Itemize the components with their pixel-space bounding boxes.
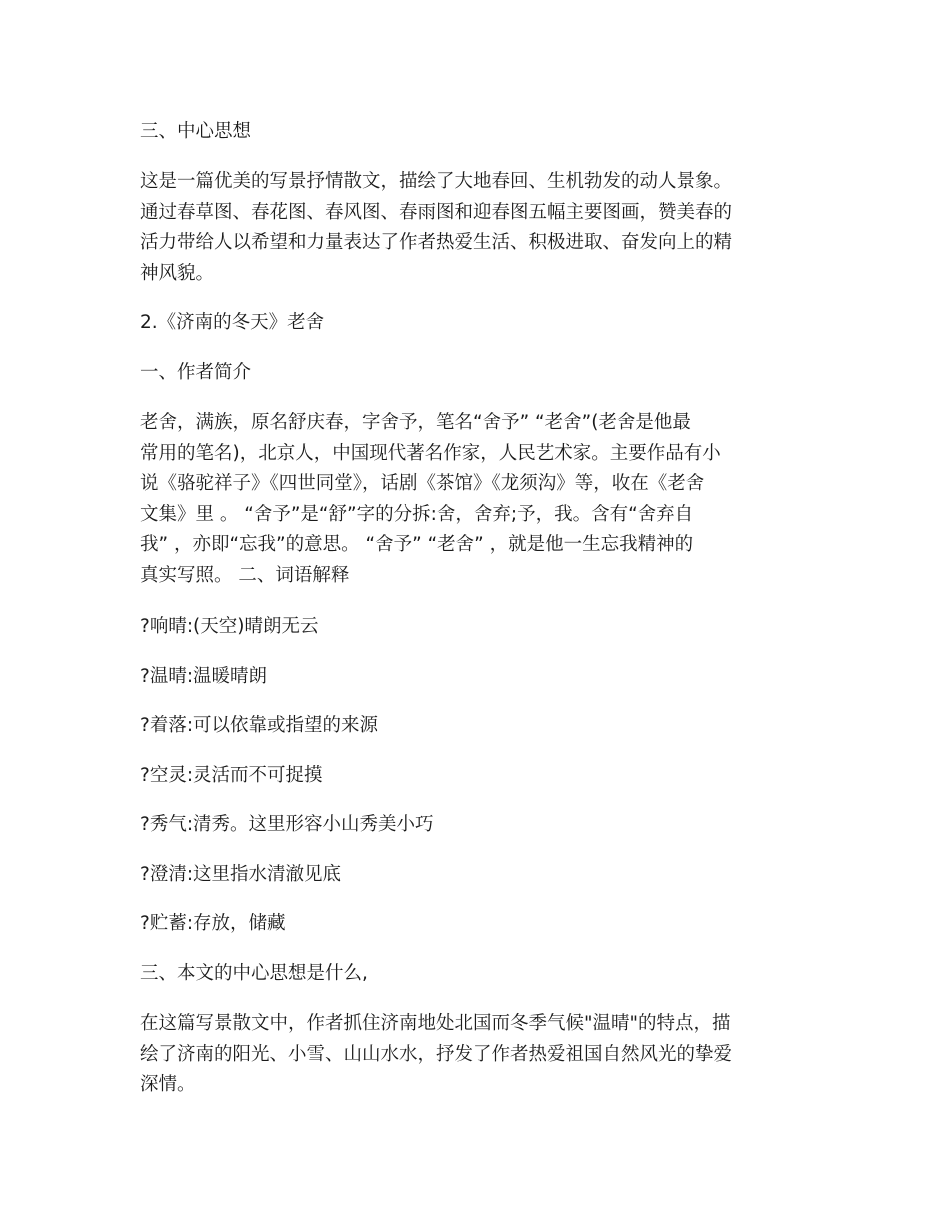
- paragraph-line: 在这篇写景散文中，作者抓住济南地处北国而冬季气候"温晴"的特点，描: [140, 1013, 731, 1034]
- section-heading-center-idea: 三、中心思想: [140, 121, 252, 142]
- paragraph-line: 深情。: [140, 1074, 196, 1095]
- section-heading-central-idea-question: 三、本文的中心思想是什么,: [140, 963, 368, 984]
- paragraph-line: 老舍，满族，原名舒庆春，字舍予，笔名“舍予” “老舍”(老舍是他最: [140, 412, 691, 433]
- vocab-item: ?响晴:(天空)晴朗无云: [140, 616, 319, 637]
- vocab-item: ?澄清:这里指水清澈见底: [140, 864, 342, 885]
- vocab-item: ?温晴:温暖晴朗: [140, 666, 268, 687]
- article-title: 2.《济南的冬天》老舍: [140, 312, 325, 333]
- paragraph-line: 常用的笔名)，北京人，中国现代著名作家，人民艺术家。主要作品有小: [140, 442, 721, 464]
- paragraph-spring-summary: [140, 167, 812, 289]
- vocab-item: ?空灵:灵活而不可捉摸: [140, 765, 323, 786]
- paragraph-line: 说《骆驼祥子》《四世同堂》，话剧《茶馆》《龙须沟》等，收在《老舍: [140, 473, 705, 494]
- paragraph-line: 真实写照。 二、词语解释: [140, 564, 350, 586]
- vocab-item: ?秀气:清秀。这里形容小山秀美小巧: [140, 814, 434, 835]
- paragraph-line: 绘了济南的阳光、小雪、山山水水，抒发了作者热爱祖国自然风光的挚爱: [140, 1043, 733, 1065]
- vocab-item: ?贮蓄:存放，储藏: [140, 913, 286, 934]
- paragraph-line: 活力带给人以希望和力量表达了作者热爱生活、积极进取、奋发向上的精: [140, 232, 733, 253]
- vocab-item: ?着落:可以依靠或指望的来源: [140, 715, 379, 736]
- paragraph-line: 文集》里 。 “舍予”是“舒”字的分拆:舍，舍弃;予，我。含有“舍弃自: [140, 503, 694, 525]
- paragraph-jinan-summary: [140, 1009, 812, 1101]
- paragraph-line: 这是一篇优美的写景抒情散文，描绘了大地春回、生机勃发的动人景象。: [140, 171, 733, 192]
- paragraph-line: 神风貌。: [140, 262, 215, 284]
- section-heading-author-intro: 一、作者简介: [140, 362, 252, 383]
- paragraph-line: 通过春草图、春花图、春风图、春雨图和迎春图五幅主要图画，赞美春的: [140, 201, 733, 223]
- paragraph-author-bio: [140, 408, 812, 591]
- paragraph-line: 我” ，亦即“忘我”的意思。 “舍予” “老舍” ，就是他一生忘我精神的: [140, 534, 694, 555]
